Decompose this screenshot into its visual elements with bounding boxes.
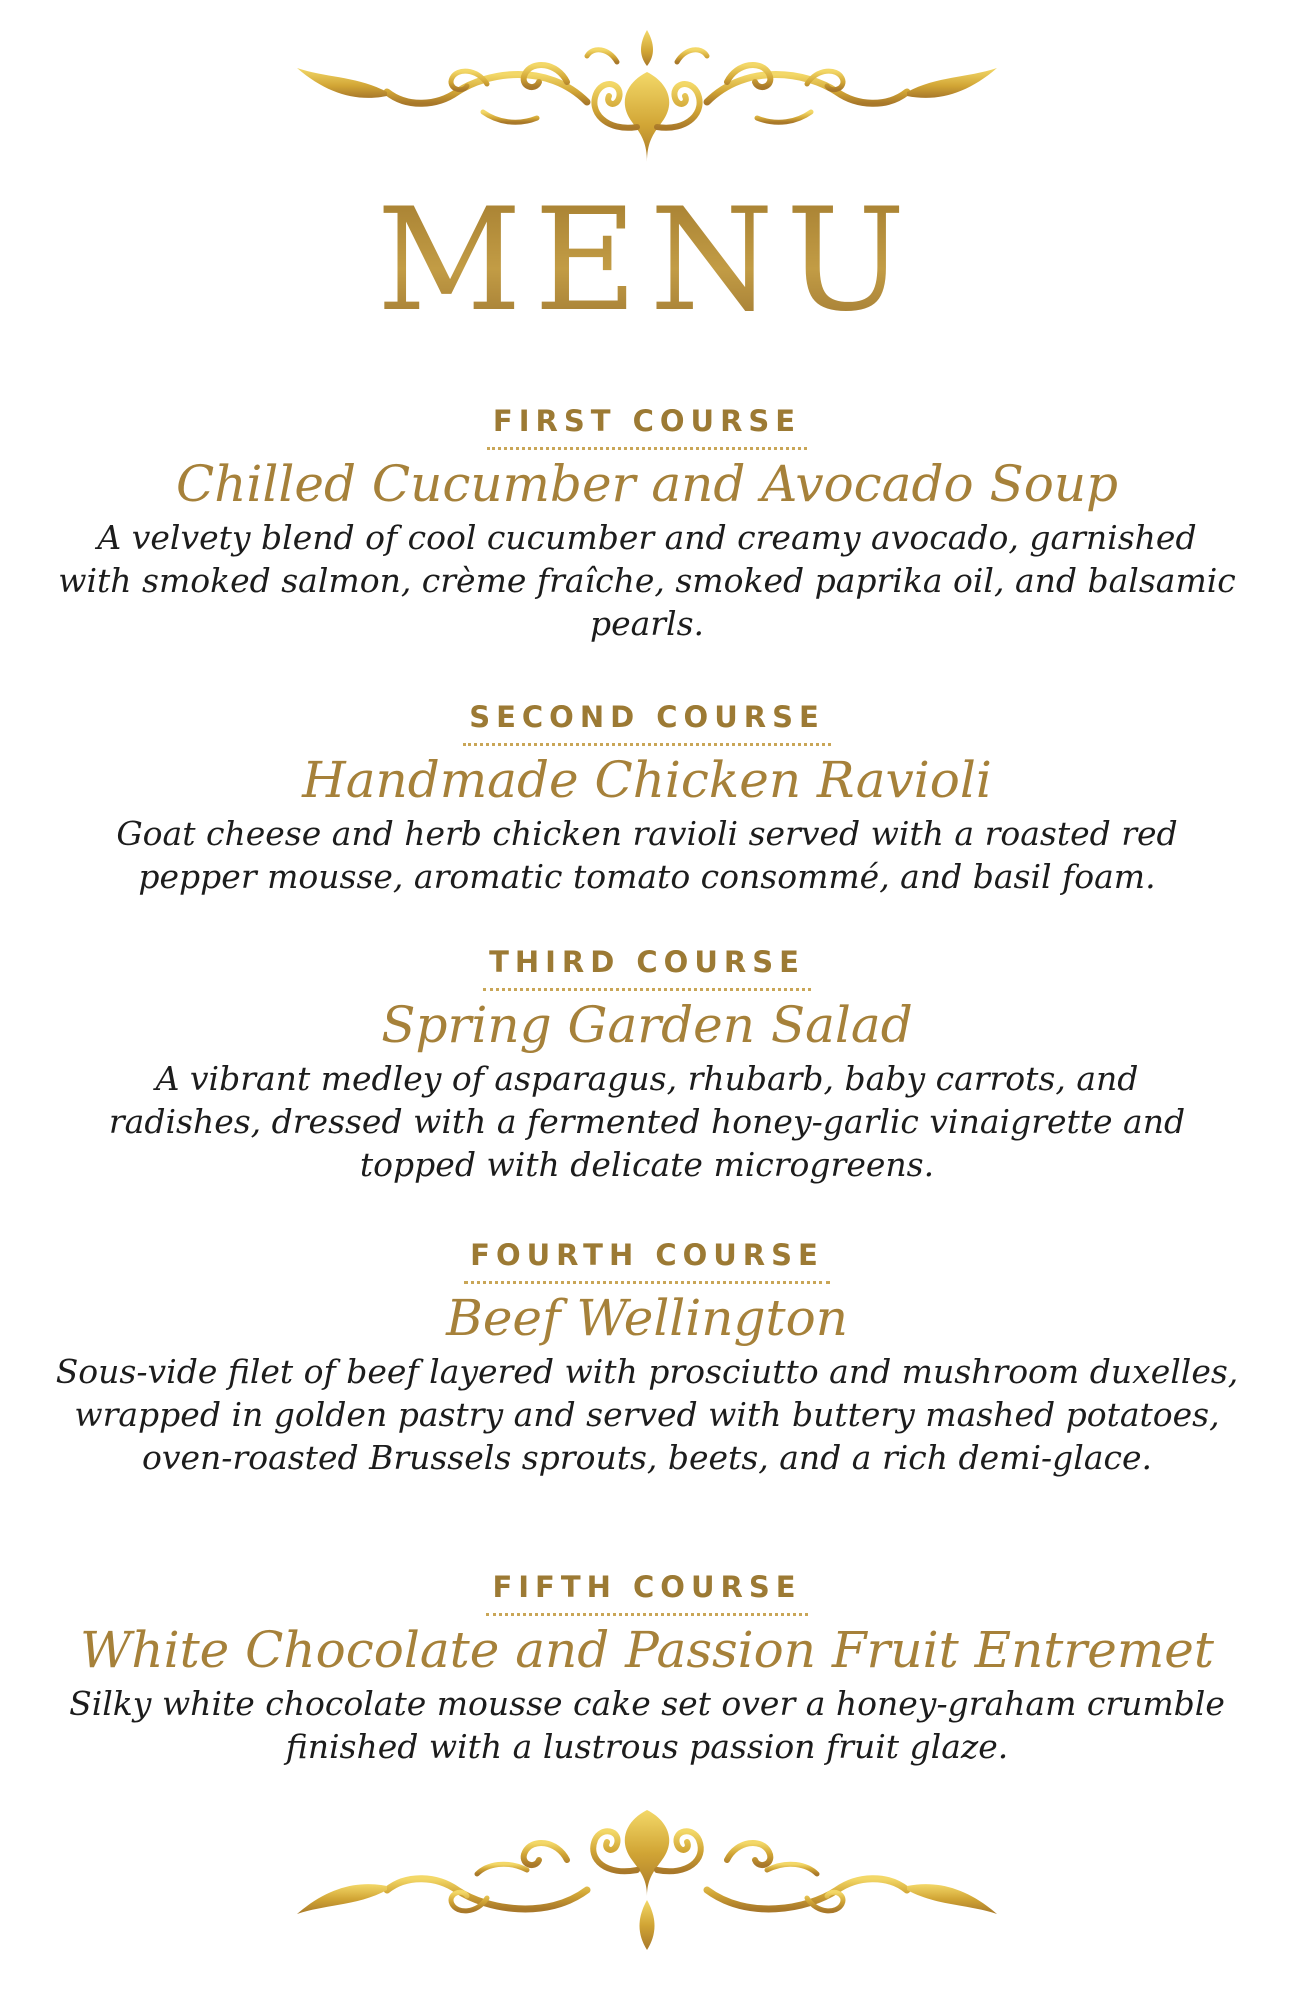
course-label: THIRD COURSE (483, 945, 811, 991)
dish-name: Spring Garden Salad (381, 995, 913, 1054)
course-5 (0, 1570, 1294, 1769)
dish-name: Handmade Chicken Ravioli (302, 750, 992, 809)
dish-name: Chilled Cucumber and Avocado Soup (175, 454, 1119, 513)
dish-name: White Chocolate and Passion Fruit Entremet (80, 1620, 1214, 1679)
menu-title: MENU (376, 178, 918, 343)
course-3 (0, 945, 1294, 1187)
course-label: FIRST COURSE (487, 404, 807, 450)
dish-description: Goat cheese and herb chicken ravioli served with a roasted red pepper mousse, aromatic tomato consommé, and basil foam. (116, 814, 1178, 897)
dish-description: Silky white chocolate mousse cake set over a honey-graham crumble finished with a lustrous passion fruit glaze. (69, 1684, 1225, 1767)
course-4 (0, 1238, 1294, 1480)
course-1 (0, 404, 1294, 646)
course-label: FIFTH COURSE (486, 1570, 807, 1616)
course-2 (0, 700, 1294, 899)
dish-description: A velvety blend of cool cucumber and creamy avocado, garnished with smoked salmon, crème fraîche, smoked paprika oil, and balsamic pearls. (58, 518, 1236, 644)
dish-description: Sous-vide filet of beef layered with prosciutto and mushroom duxelles, wrapped in golden pastry and served with buttery mashed potatoes, oven-roasted Brussels sprouts, beets, and a rich demi-glace. (55, 1352, 1239, 1478)
gold-flourish-icon (287, 1800, 1007, 1960)
course-label: FOURTH COURSE (464, 1238, 830, 1284)
gold-flourish-icon (287, 22, 1007, 172)
dish-name: Beef Wellington (446, 1288, 848, 1347)
course-label: SECOND COURSE (463, 700, 831, 746)
dish-description: A vibrant medley of asparagus, rhubarb, baby carrots, and radishes, dressed with a fermented honey-garlic vinaigrette and topped with delicate microgreens. (108, 1059, 1186, 1185)
